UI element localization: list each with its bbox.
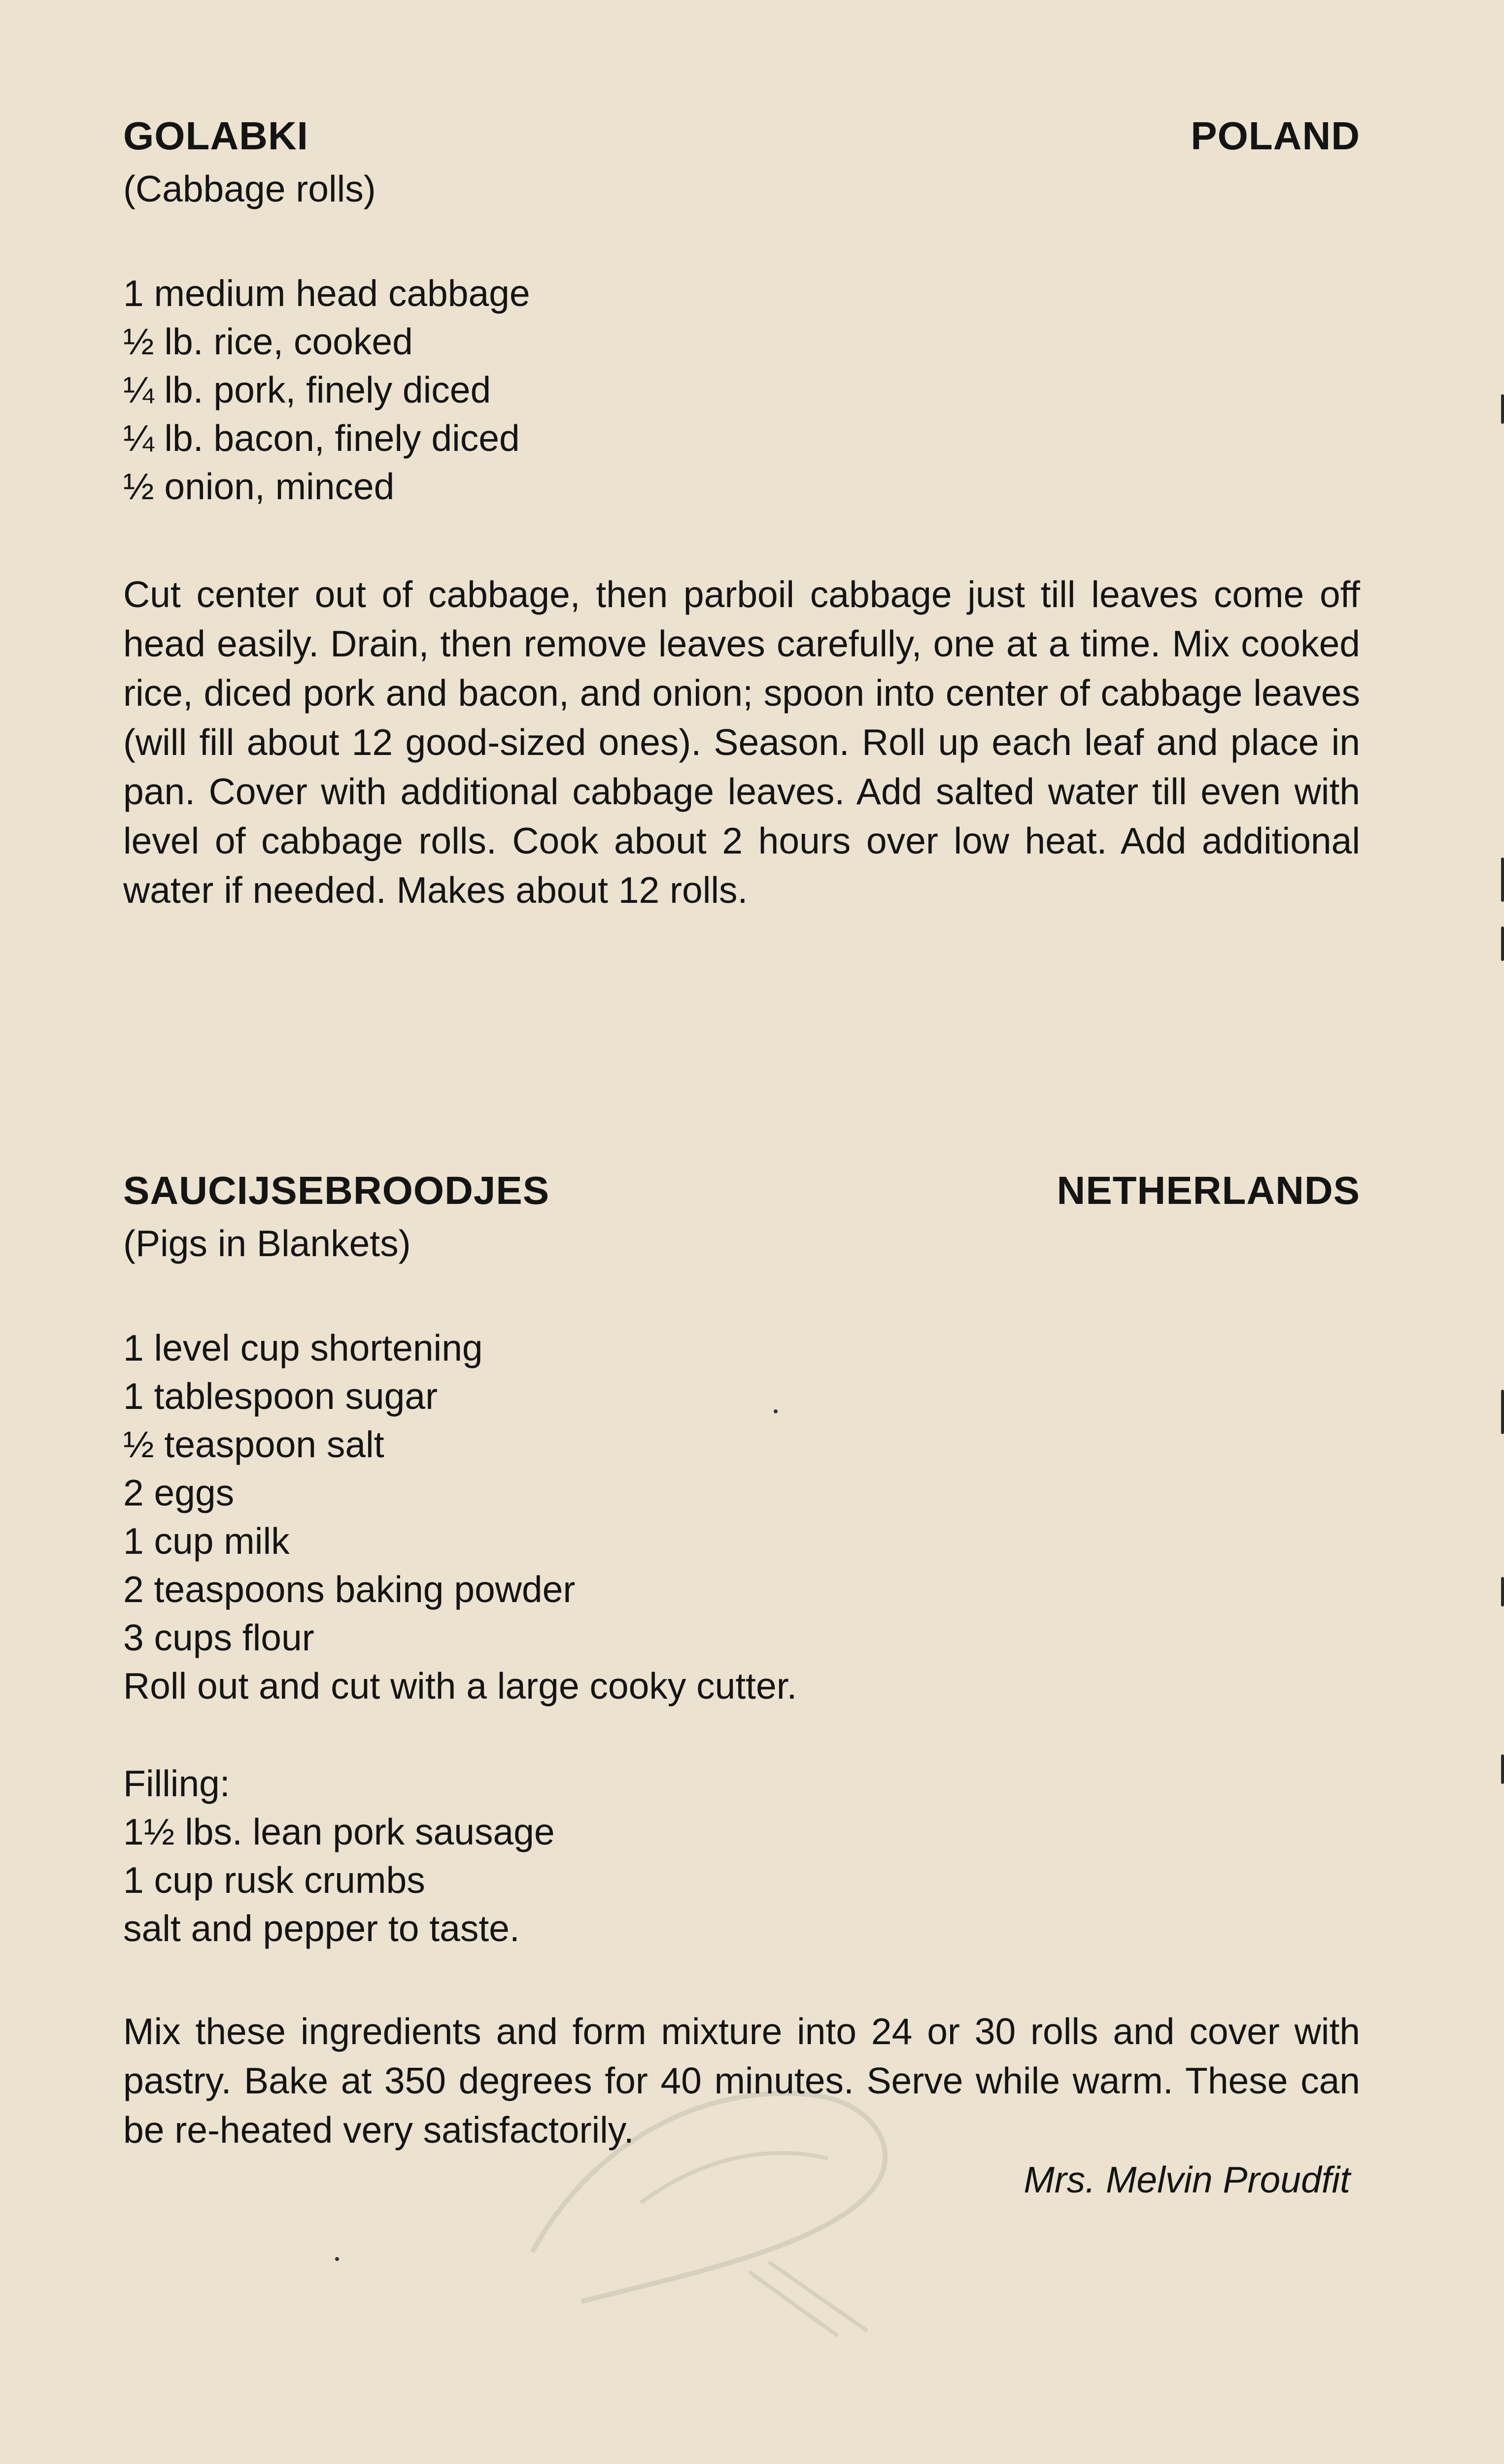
ingredient-item: ½ lb. rice, cooked [123, 321, 413, 362]
filling-list [123, 1808, 1360, 1952]
recipe-header [123, 1168, 1360, 1213]
recipe-country: NETHERLANDS [1057, 1168, 1360, 1212]
speck [335, 2257, 339, 2261]
ingredient-list [123, 1324, 1360, 1662]
page-edge-mark [1501, 1577, 1504, 1607]
filling-item: 1½ lbs. lean pork sausage [123, 1811, 555, 1852]
page-edge-mark [1501, 926, 1504, 961]
recipe-directions: Cut center out of cabbage, then parboil cabbage just till leaves come off head easily. Drain, then remove leaves carefully, one at a time. Mix cooked rice, diced pork and bacon, and onion; spoon into center of cabbage leaves (will fill about 12 good-sized ones). Season. Roll up each leaf and place in pan. Cover with additional cabbage leaves. Add salted water till even with level of cabbage rolls. Cook about 2 hours over low heat. Add additional water if needed. Makes about 12 rolls. [123, 574, 1360, 911]
filling-item: 1 cup rusk crumbs [123, 1859, 425, 1901]
ingredient-item: 3 cups flour [123, 1617, 314, 1658]
contributor-signature: Mrs. Melvin Proudfit [1024, 2159, 1350, 2200]
ingredient-item: ½ teaspoon salt [123, 1424, 384, 1465]
ingredient-item: ¼ lb. bacon, finely diced [123, 417, 520, 459]
recipe-subtitle: (Cabbage rolls) [123, 168, 376, 209]
recipe-title: SAUCIJSEBROODJES [123, 1168, 550, 1212]
page-edge-mark [1501, 1390, 1504, 1434]
page-edge-mark [1501, 1754, 1504, 1784]
pastry-step: Roll out and cut with a large cooky cutter. [123, 1665, 797, 1707]
recipe-directions: Mix these ingredients and form mixture into 24 or 30 rolls and cover with pastry. Bake at 350 degrees for 40 minutes. Serve while warm. These can be re-heated very satisfactorily. [123, 2011, 1360, 2151]
ingredient-item: ½ onion, minced [123, 466, 395, 507]
ingredient-list [123, 269, 1360, 511]
speck [774, 1409, 778, 1413]
recipe-subtitle: (Pigs in Blankets) [123, 1223, 411, 1264]
ingredient-item: 1 tablespoon sugar [123, 1375, 438, 1417]
filling-label: Filling: [123, 1763, 230, 1804]
ingredient-item: 1 level cup shortening [123, 1327, 483, 1369]
ingredient-item: 2 eggs [123, 1472, 235, 1513]
filling-item: salt and pepper to taste. [123, 1908, 520, 1949]
ingredient-item: 2 teaspoons baking powder [123, 1569, 576, 1610]
page-edge-mark [1501, 857, 1504, 902]
recipe-header [123, 113, 1360, 159]
recipe-country: POLAND [1191, 114, 1360, 158]
recipe-golabki [123, 113, 1360, 915]
ingredient-item: ¼ lb. pork, finely diced [123, 369, 491, 411]
ingredient-item: 1 medium head cabbage [123, 273, 530, 314]
ingredient-item: 1 cup milk [123, 1520, 290, 1562]
recipe-saucijsebroodjes [123, 1168, 1360, 2201]
recipe-title: GOLABKI [123, 114, 308, 158]
page-edge-mark [1501, 394, 1504, 424]
